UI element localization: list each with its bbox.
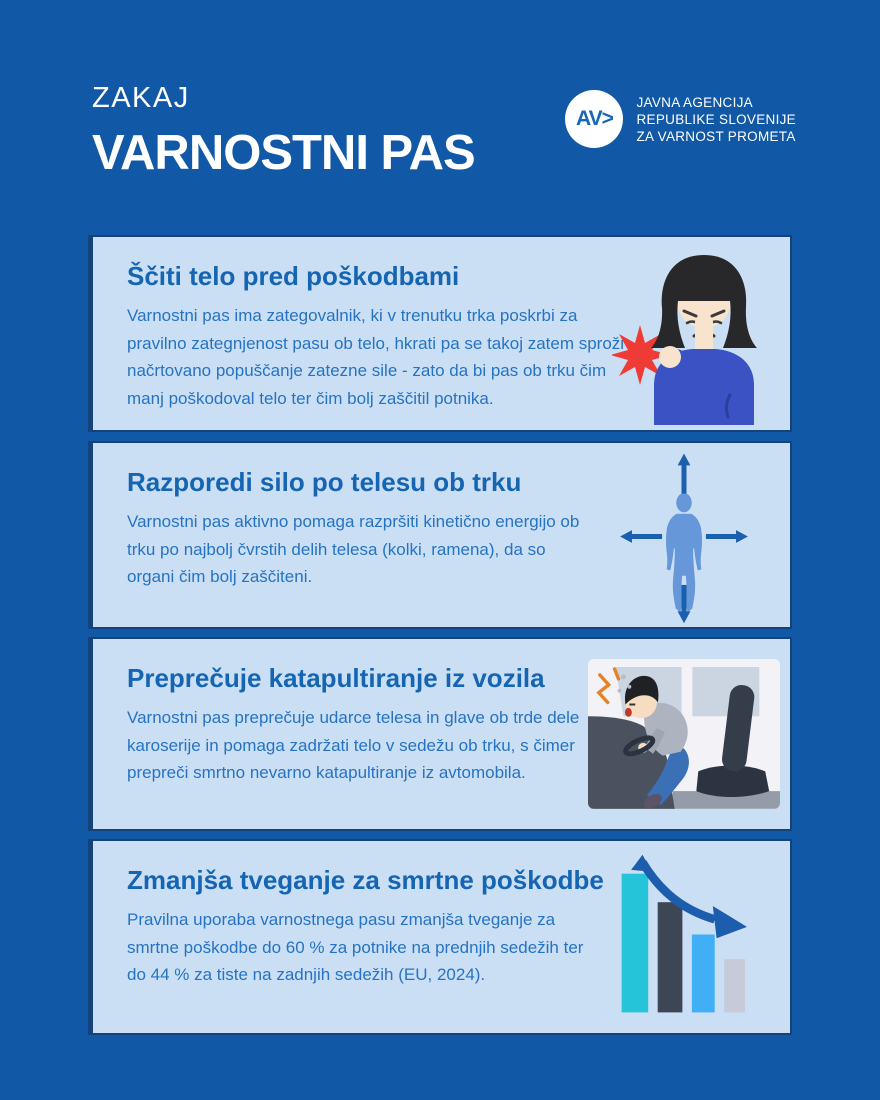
- card-title: Razporedi silo po telesu ob trku: [127, 467, 522, 497]
- card-distributes-force: [88, 441, 792, 629]
- agency-name: [636, 94, 796, 145]
- card-protects-body: [88, 235, 792, 432]
- agency-name-line: REPUBLIKE SLOVENIJE: [636, 111, 796, 127]
- page-title: VARNOSTNI PAS: [92, 126, 475, 180]
- card-title: Preprečuje katapultiranje iz vozila: [127, 663, 545, 693]
- avp-logo-mark: AV>: [576, 107, 613, 130]
- card-text: [127, 467, 589, 591]
- agency-name-line: JAVNA AGENCIJA: [636, 94, 753, 110]
- agency-logo: [565, 90, 796, 148]
- woman-shoulder-pain-illustration: [612, 243, 780, 430]
- card-title: Ščiti telo pred poškodbami: [127, 261, 460, 291]
- card-reduces-fatal-risk: [88, 839, 792, 1035]
- car-crash-ejection-illustration: [588, 659, 780, 809]
- card-prevents-ejection: [88, 637, 792, 831]
- card-text: [127, 663, 632, 787]
- declining-bar-chart-illustration: [614, 849, 766, 1026]
- agency-name-line: ZA VARNOST PROMETA: [636, 128, 796, 144]
- card-body: Varnostni pas preprečuje udarce telesa in glave ob trde dele karoserije in pomaga zadržati telo v sedežu ob trku, s čimer prepreči smrtno nevarno katapultiranje iz avtomobila.: [127, 708, 580, 783]
- card-text: [127, 865, 605, 989]
- card-body: Varnostni pas aktivno pomaga razpršiti kinetično energijo ob trku po najbolj čvrstih delih telesa (kolki, ramena), da so organi čim bolj zaščiteni.: [127, 512, 580, 587]
- card-body: Varnostni pas ima zategovalnik, ki v trenutku trka poskrbi za pravilno zategnjenost pasu ob telo, hkrati pa se takoj zatem sproži načrtovano popuščanje zatezne sile - zato da bi pas ob trku čim manj poškodoval telo ter čim bolj zaščitil potnika.: [127, 306, 625, 408]
- card-title: Zmanjša tveganje za smrtne poškodbe: [127, 865, 604, 895]
- body-force-arrows-illustration: [610, 448, 758, 629]
- card-body: Pravilna uporaba varnostnega pasu zmanjša tveganje za smrtne poškodbe do 60 % za potnike na prednjih sedežih ter do 44 % za tiste na zadnjih sedežih (EU, 2024).: [127, 910, 584, 985]
- card-text: [127, 261, 632, 412]
- page-kicker: ZAKAJ: [92, 82, 190, 114]
- avp-logo-icon: [565, 90, 623, 148]
